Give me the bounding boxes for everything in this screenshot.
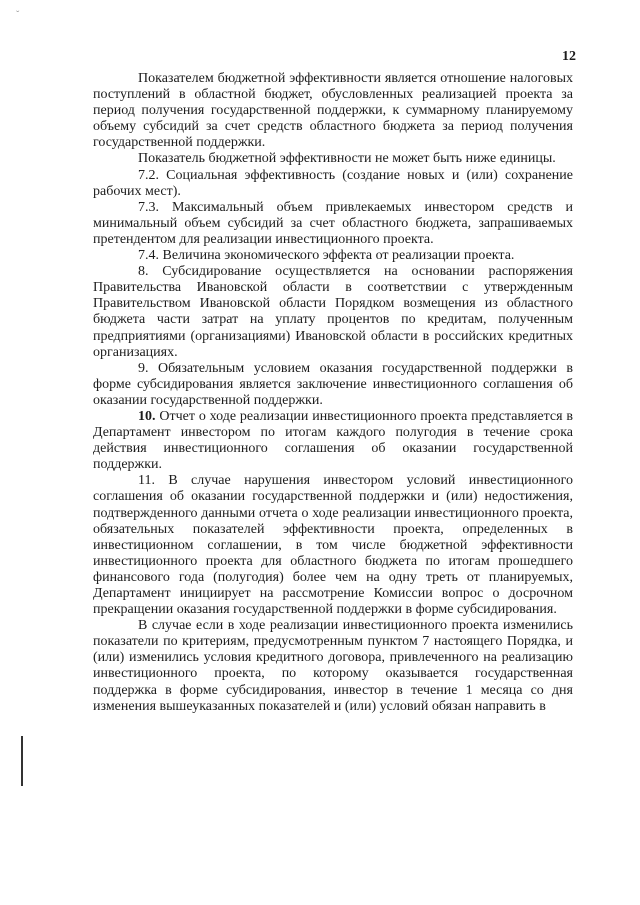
margin-binding-mark [21, 736, 23, 786]
paragraph [93, 264, 573, 361]
paragraph [93, 248, 573, 264]
paragraph [93, 409, 573, 473]
paragraph-text: Показателем бюджетной эффективности является отношение налоговых поступлений в областной бюджет, обусловленных реализацией проекта за период получения государственной поддержки, к суммарному планируемому объему субсидий за счет средств областного бюджета за период получения государственной поддержки. [93, 71, 573, 151]
paragraph [93, 168, 573, 200]
paragraph [93, 200, 573, 248]
paragraph-number: 11. [138, 473, 155, 489]
paragraph-number: 10. [138, 408, 156, 424]
page-number: 12 [562, 49, 576, 64]
paragraph-text: 7.4. Величина экономического эффекта от реализации проекта. [138, 248, 515, 264]
paragraph [93, 71, 573, 151]
paragraph-text: Показатель бюджетной эффективности не может быть ниже единицы. [138, 151, 556, 167]
paragraph-text: 8. Субсидирование осуществляется на основании распоряжения Правительства Ивановской области в соответствии с утвержденным Правительством Ивановской области Порядком возмещения из областного бюджета части затрат на уплату процентов по кредитам, полученным предприятиями (организациями) Ивановской области в российских кредитных организациях. [93, 264, 573, 360]
paragraph [93, 618, 573, 715]
paragraph [93, 473, 573, 618]
margin-tick: ˇ [16, 10, 20, 21]
document-body [93, 71, 573, 715]
paragraph-text: Отчет о ходе реализации инвестиционного проекта представляется в Департамент инвестором по итогам каждого полугодия в течение срока действия инвестиционного соглашения об оказании государственной поддержки. [93, 408, 573, 473]
paragraph [93, 151, 573, 167]
paragraph-text: 7.2. Социальная эффективность (создание новых и (или) сохранение рабочих мест). [93, 167, 573, 199]
paragraph-text: В случае нарушения инвестором условий инвестиционного соглашения об оказании государственной поддержки и (или) недостижения, подтвержденного данными отчета о ходе реализации инвестиционного проекта, обязательных показателей эффективности проекта, определенных в инвестиционном соглашении, в том числе бюджетной эффективности инвестиционного проекта для областного бюджета по итогам прошедшего финансового года (полугодия) более чем на одну треть от планируемых, Департамент инициирует на рассмотрение Комиссии вопрос о досрочном прекращении оказания государственной поддержки в форме субсидирования. [93, 473, 574, 618]
paragraph-text: В случае если в ходе реализации инвестиционного проекта изменились показатели по критериям, предусмотренным пунктом 7 настоящего Порядка, и (или) изменились условия кредитного договора, привлеченного на реализацию инвестиционного проекта, по которому оказывается государственная поддержка в форме субсидирования, инвестор в течение 1 месяца со дня изменения вышеуказанных показателей и (или) условий обязан направить в [93, 618, 573, 714]
paragraph-text: 7.3. Максимальный объем привлекаемых инвестором средств и минимальный объем субсидий за счет областного бюджета, запрашиваемых претендентом для реализации инвестиционного проекта. [93, 199, 573, 247]
paragraph-text: 9. Обязательным условием оказания государственной поддержки в форме субсидирования является заключение инвестиционного соглашения об оказании государственной поддержки. [93, 360, 573, 408]
paragraph [93, 361, 573, 409]
